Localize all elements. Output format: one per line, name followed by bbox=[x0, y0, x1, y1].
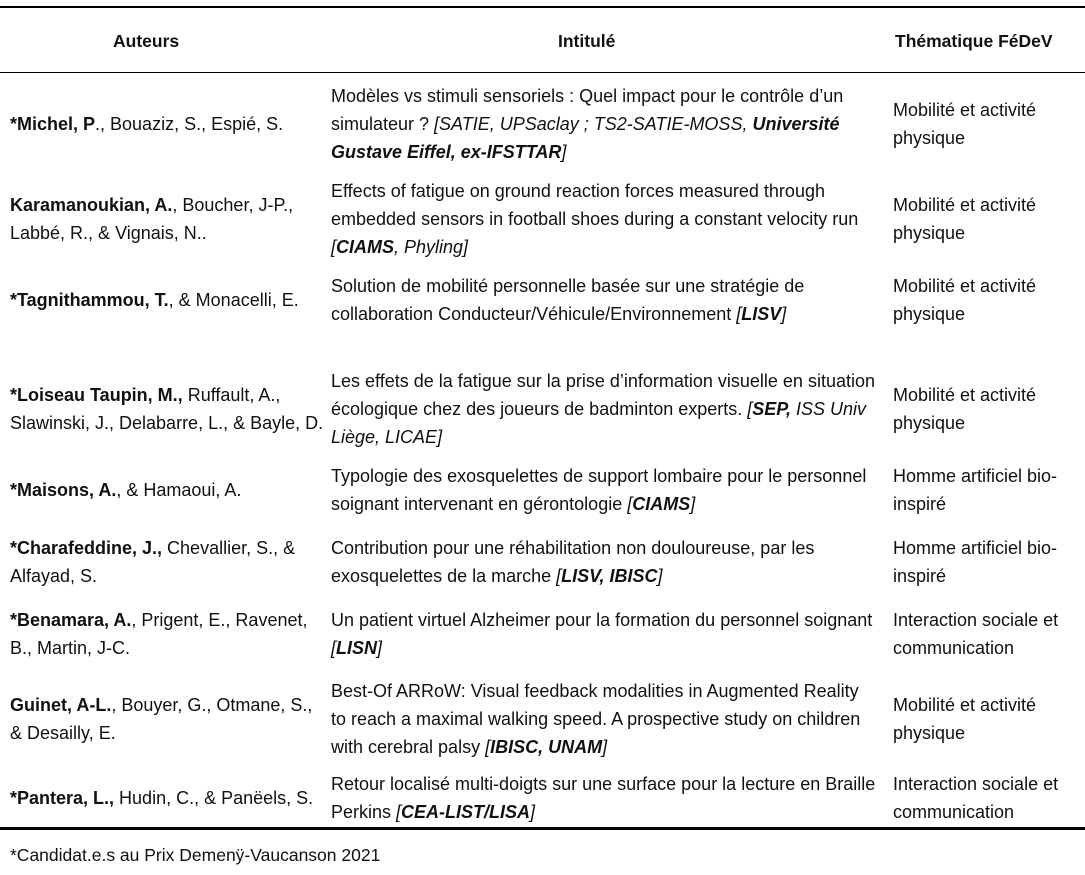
affiliation-bold: IBISC, UNAM bbox=[490, 737, 603, 757]
affiliation-bold: LISV bbox=[741, 304, 782, 324]
affiliation-italic: [ bbox=[485, 737, 491, 757]
affiliation-italic-end: ] bbox=[657, 566, 663, 586]
title-cell bbox=[331, 272, 876, 328]
affiliation-italic-end: ] bbox=[377, 638, 383, 658]
bottom-rule bbox=[0, 827, 1085, 830]
title-cell bbox=[331, 367, 876, 451]
authors-cell bbox=[10, 784, 325, 812]
affiliation-bold: LISN bbox=[336, 638, 378, 658]
lead-author: Guinet, A-L. bbox=[10, 695, 112, 715]
affiliation-italic: [ bbox=[747, 399, 753, 419]
title-text: Best-Of ARRoW: Visual feedback modalities in Augmented Reality to reach a maximal walking speed. A prospective study on children with cerebral palsy bbox=[331, 681, 861, 757]
lead-author: *Michel, P bbox=[10, 114, 96, 134]
lead-author: *Pantera, L., bbox=[10, 788, 115, 808]
affiliation-italic-end: ISS Univ Liège, LICAE] bbox=[331, 399, 867, 447]
co-authors: Ruffault, A., Slawinski, J., Delabarre, L., & Bayle, D. bbox=[10, 385, 324, 433]
title-text: Retour localisé multi-doigts sur une surface pour la lecture en Braille Perkins bbox=[331, 774, 876, 822]
co-authors: ., Bouaziz, S., Espié, S. bbox=[95, 114, 284, 134]
lead-author: *Benamara, A. bbox=[10, 610, 132, 630]
affiliation-italic: [ bbox=[736, 304, 742, 324]
affiliation-italic-end: ] bbox=[781, 304, 787, 324]
theme-cell: Homme artificiel bio-inspiré bbox=[893, 466, 1058, 514]
co-authors: , Bouyer, G., Otmane, S., & Desailly, E. bbox=[10, 695, 313, 743]
footnote: *Candidat.e.s au Prix Demenÿ-Vaucanson 2021 bbox=[10, 845, 381, 865]
theme-cell: Mobilité et activité physique bbox=[893, 695, 1037, 743]
authors-cell bbox=[10, 476, 325, 504]
affiliation-italic: [SATIE, UPSaclay ; TS2-SATIE-MOSS, bbox=[434, 114, 753, 134]
title-text: Contribution pour une réhabilitation non douloureuse, par les exosquelettes de la marche bbox=[331, 538, 815, 586]
authors-cell bbox=[10, 534, 325, 590]
theme-cell: Interaction sociale et communication bbox=[893, 774, 1059, 822]
co-authors: , & Hamaoui, A. bbox=[116, 480, 242, 500]
affiliation-bold: Université Gustave Eiffel, ex-IFSTTAR bbox=[331, 114, 840, 162]
theme-cell: Homme artificiel bio-inspiré bbox=[893, 538, 1058, 586]
co-authors: , & Monacelli, E. bbox=[168, 290, 299, 310]
lead-author: *Tagnithammou, T. bbox=[10, 290, 169, 310]
theme-cell: Mobilité et activité physique bbox=[893, 195, 1037, 243]
affiliation-bold: CEA-LIST/LISA bbox=[401, 802, 531, 822]
co-authors: Hudin, C., & Panëels, S. bbox=[114, 788, 314, 808]
header-title: Intitulé bbox=[558, 31, 616, 51]
affiliation-italic-end: ] bbox=[530, 802, 536, 822]
title-text: Les effets de la fatigue sur la prise d’information visuelle en situation écologique chez des joueurs de badminton experts. bbox=[331, 371, 875, 419]
affiliation-italic: [ bbox=[627, 494, 633, 514]
affiliation-italic: [ bbox=[556, 566, 562, 586]
authors-cell bbox=[10, 110, 325, 138]
authors-cell bbox=[10, 286, 325, 314]
affiliation-italic-end: , Phyling] bbox=[394, 237, 469, 257]
title-text: Typologie des exosquelettes de support lombaire pour le personnel soignant intervenant en gérontologie bbox=[331, 466, 867, 514]
title-cell bbox=[331, 606, 876, 662]
title-cell bbox=[331, 462, 876, 518]
affiliation-italic: [ bbox=[331, 638, 337, 658]
affiliation-italic-end: ] bbox=[602, 737, 608, 757]
authors-cell bbox=[10, 691, 325, 747]
authors-cell bbox=[10, 381, 325, 437]
lead-author: Karamanoukian, A. bbox=[10, 195, 173, 215]
header-rule bbox=[0, 72, 1085, 73]
affiliation-italic-end: ] bbox=[561, 142, 567, 162]
title-text: Un patient virtuel Alzheimer pour la formation du personnel soignant bbox=[331, 610, 873, 630]
title-cell bbox=[331, 770, 876, 826]
lead-author: *Charafeddine, J., bbox=[10, 538, 163, 558]
header-authors: Auteurs bbox=[113, 31, 180, 51]
co-authors: Chevallier, S., & Alfayad, S. bbox=[10, 538, 296, 586]
title-text: Effects of fatigue on ground reaction forces measured through embedded sensors in football shoes during a constant velocity run bbox=[331, 181, 859, 229]
title-cell bbox=[331, 677, 876, 761]
co-authors: , Prigent, E., Ravenet, B., Martin, J-C. bbox=[10, 610, 308, 658]
lead-author: *Loiseau Taupin, M., bbox=[10, 385, 183, 405]
title-cell bbox=[331, 534, 876, 590]
affiliation-italic: [ bbox=[396, 802, 402, 822]
title-cell bbox=[331, 82, 876, 166]
affiliation-bold: CIAMS bbox=[336, 237, 395, 257]
title-text: Modèles vs stimuli sensoriels : Quel impact pour le contrôle d’un simulateur ? bbox=[331, 86, 844, 134]
top-rule bbox=[0, 6, 1085, 8]
title-text: Solution de mobilité personnelle basée sur une stratégie de collaboration Conducteur/Véhicule/Environnement bbox=[331, 276, 805, 324]
affiliation-bold: CIAMS bbox=[632, 494, 691, 514]
theme-cell: Mobilité et activité physique bbox=[893, 100, 1037, 148]
affiliation-italic: [ bbox=[331, 237, 337, 257]
authors-cell bbox=[10, 606, 325, 662]
title-cell bbox=[331, 177, 876, 261]
co-authors: , Boucher, J-P., Labbé, R., & Vignais, N.. bbox=[10, 195, 294, 243]
lead-author: *Maisons, A. bbox=[10, 480, 117, 500]
affiliation-bold: LISV, IBISC bbox=[561, 566, 658, 586]
affiliation-bold: SEP, bbox=[752, 399, 791, 419]
authors-cell bbox=[10, 191, 325, 247]
affiliation-italic-end: ] bbox=[690, 494, 696, 514]
header-theme: Thématique FéDeV bbox=[895, 31, 1053, 51]
theme-cell: Mobilité et activité physique bbox=[893, 385, 1037, 433]
theme-cell: Mobilité et activité physique bbox=[893, 276, 1037, 324]
theme-cell: Interaction sociale et communication bbox=[893, 610, 1059, 658]
